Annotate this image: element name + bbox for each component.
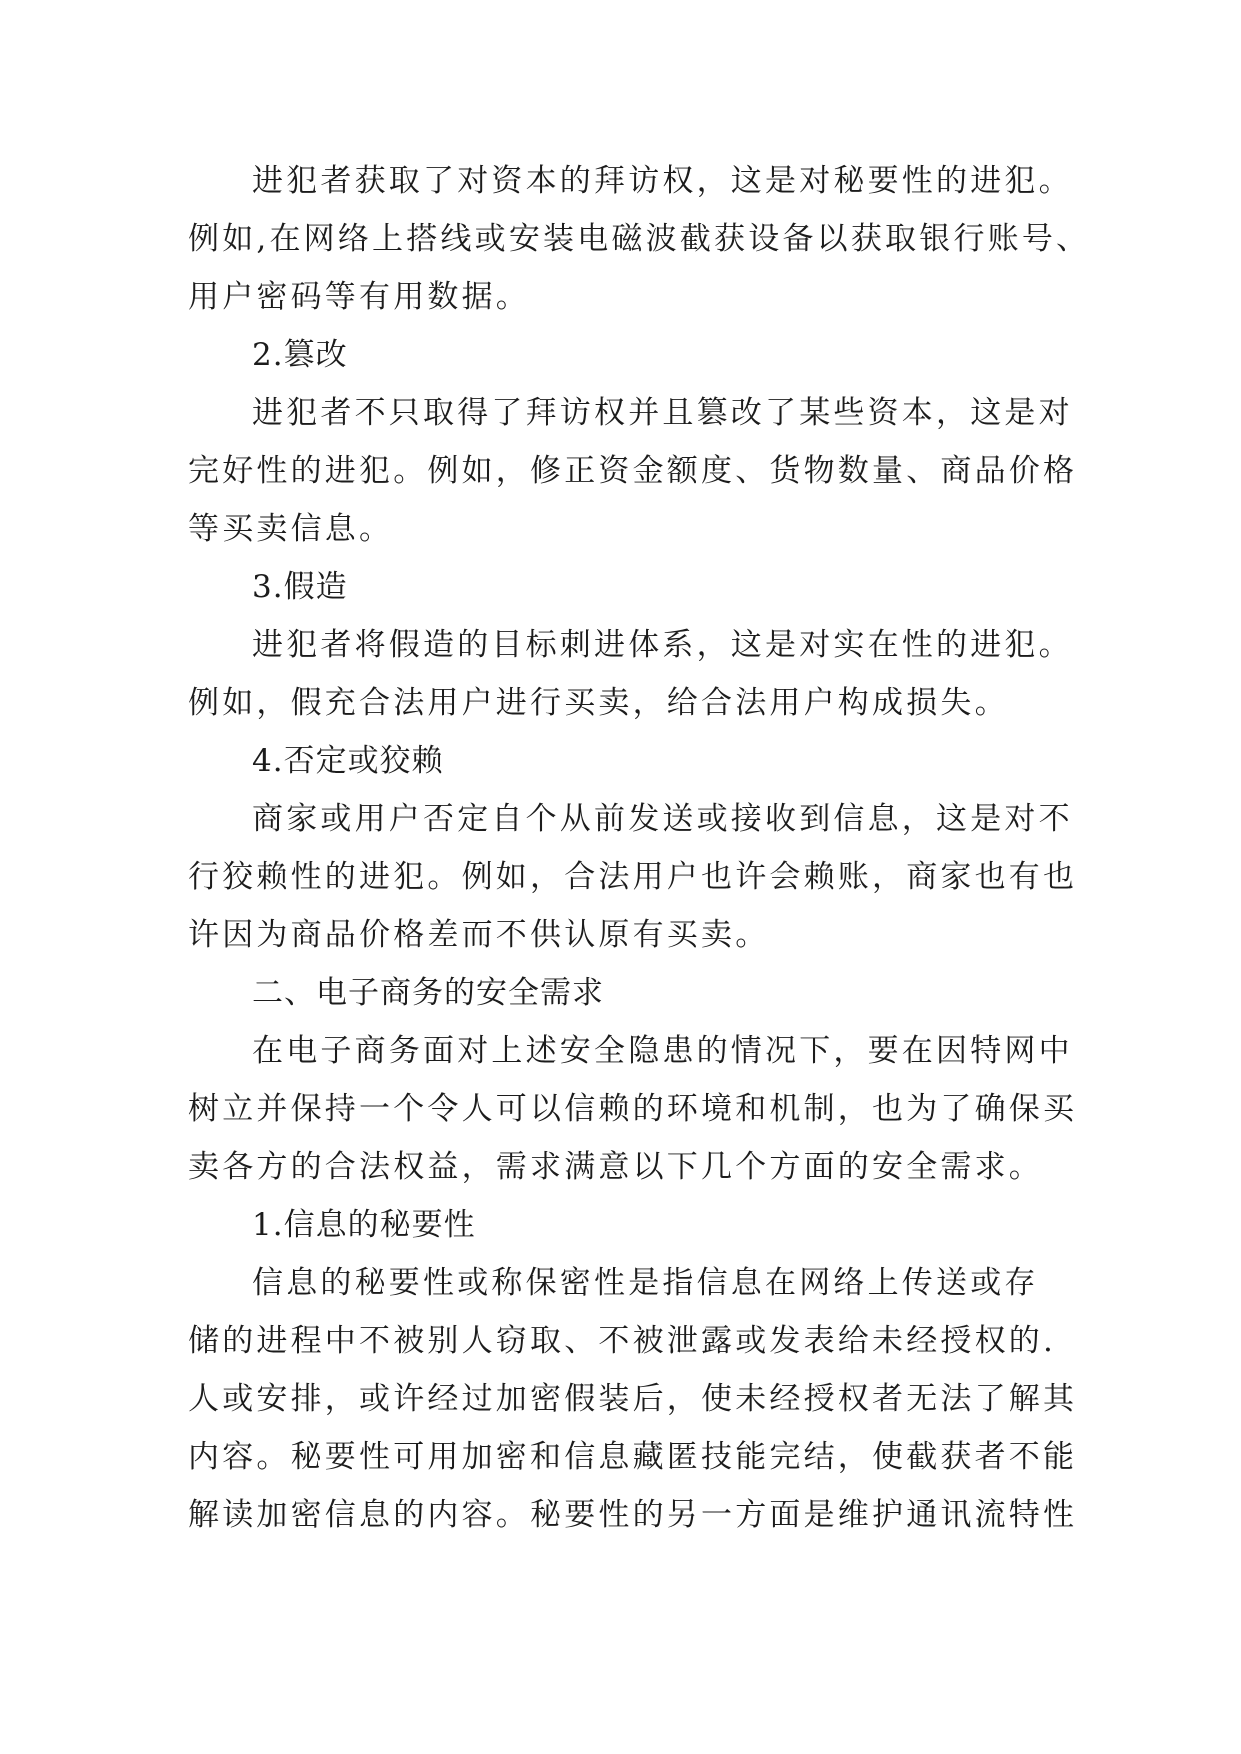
paragraph-line: 解读加密信息的内容。秘要性的另一方面是维护通讯流特性 [188, 1497, 1078, 1533]
section-heading: 2.篡改 [252, 337, 348, 373]
paragraph-line: 人或安排，或许经过加密假装后，使未经授权者无法了解其 [188, 1381, 1078, 1417]
section-heading: 1.信息的秘要性 [252, 1207, 476, 1243]
section-heading: 3.假造 [252, 569, 348, 605]
paragraph-line: 进犯者获取了对资本的拜访权，这是对秘要性的进犯。 [252, 163, 1073, 199]
paragraph-line: 行狡赖性的进犯。例如，合法用户也许会赖账，商家也有也 [188, 859, 1078, 895]
paragraph-line: 用户密码等有用数据。 [188, 279, 530, 315]
paragraph-line: 信息的秘要性或称保密性是指信息在网络上传送或存 [252, 1265, 1039, 1301]
paragraph-line: 进犯者将假造的目标刺进体系，这是对实在性的进犯。 [252, 627, 1073, 663]
paragraph-line: 卖各方的合法权益，需求满意以下几个方面的安全需求。 [188, 1149, 1043, 1185]
paragraph-line: 例如,在网络上搭线或安装电磁波截获设备以获取银行账号、 [188, 221, 1091, 257]
paragraph-line: 商家或用户否定自个从前发送或接收到信息，这是对不 [252, 801, 1073, 837]
paragraph-line: 内容。秘要性可用加密和信息藏匿技能完结，使截获者不能 [188, 1439, 1078, 1475]
section-heading: 4.否定或狡赖 [252, 743, 444, 779]
section-heading: 二、电子商务的安全需求 [252, 975, 604, 1011]
document-body [188, 152, 1091, 1544]
paragraph-line: 进犯者不只取得了拜访权并且篡改了某些资本，这是对 [252, 395, 1073, 431]
paragraph-line: 完好性的进犯。例如，修正资金额度、货物数量、商品价格 [188, 453, 1078, 489]
paragraph-line: 许因为商品价格差而不供认原有买卖。 [188, 917, 770, 953]
paragraph-line: 树立并保持一个令人可以信赖的环境和机制，也为了确保买 [188, 1091, 1078, 1127]
paragraph-line: 储的进程中不被别人窃取、不被泄露或发表给未经授权的. [188, 1323, 1057, 1359]
paragraph-line: 在电子商务面对上述安全隐患的情况下，要在因特网中 [252, 1033, 1073, 1069]
paragraph-line: 等买卖信息。 [188, 511, 394, 547]
paragraph-line: 例如，假充合法用户进行买卖，给合法用户构成损失。 [188, 685, 1009, 721]
